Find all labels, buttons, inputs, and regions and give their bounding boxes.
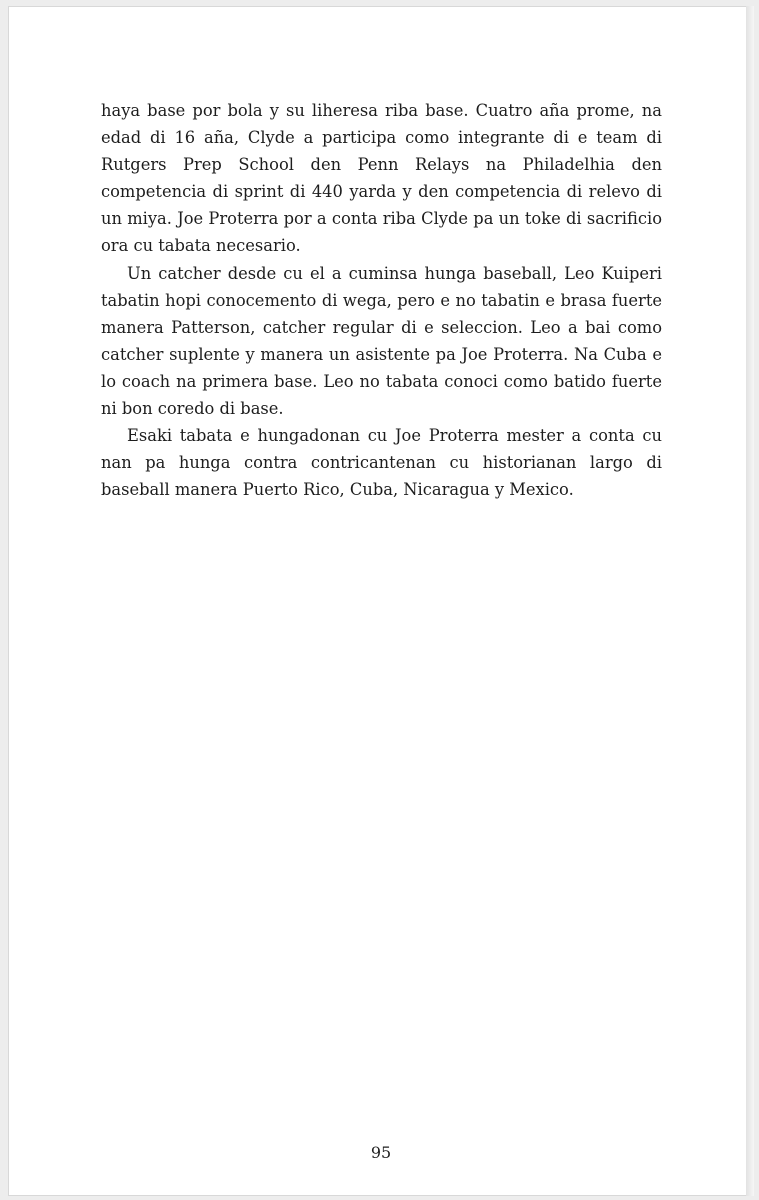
page-number: 95 [370,1143,392,1162]
body-text [101,97,662,503]
book-page [8,6,754,1196]
page-edge-shadow [746,6,754,1196]
paragraph-1: haya base por bola y su liheresa riba base. Cuatro aña prome, na edad di 16 aña, Clyde a participa como integrante di e team di Rutgers Prep School den Penn Relays na Philadelhia den competencia di sprint di 440 yarda y den competencia di relevo di un miya. Joe Proterra por a conta riba Clyde pa un toke di sacrificio ora cu tabata necesario. [101,101,662,256]
paragraph-3: Esaki tabata e hungadonan cu Joe Proterra mester a conta cu nan pa hunga contra contricantenan cu historianan largo di baseball manera Puerto Rico, Cuba, Nicaragua y Mexico. [101,426,662,500]
paragraph-2: Un catcher desde cu el a cuminsa hunga baseball, Leo Kuiperi tabatin hopi conocemento di wega, pero e no tabatin e brasa fuerte manera Patterson, catcher regular di e seleccion. Leo a bai como catcher suplente y manera un asistente pa Joe Proterra. Na Cuba e lo coach na primera base. Leo no tabata conoci como batido fuerte ni bon coredo di base. [101,263,662,419]
